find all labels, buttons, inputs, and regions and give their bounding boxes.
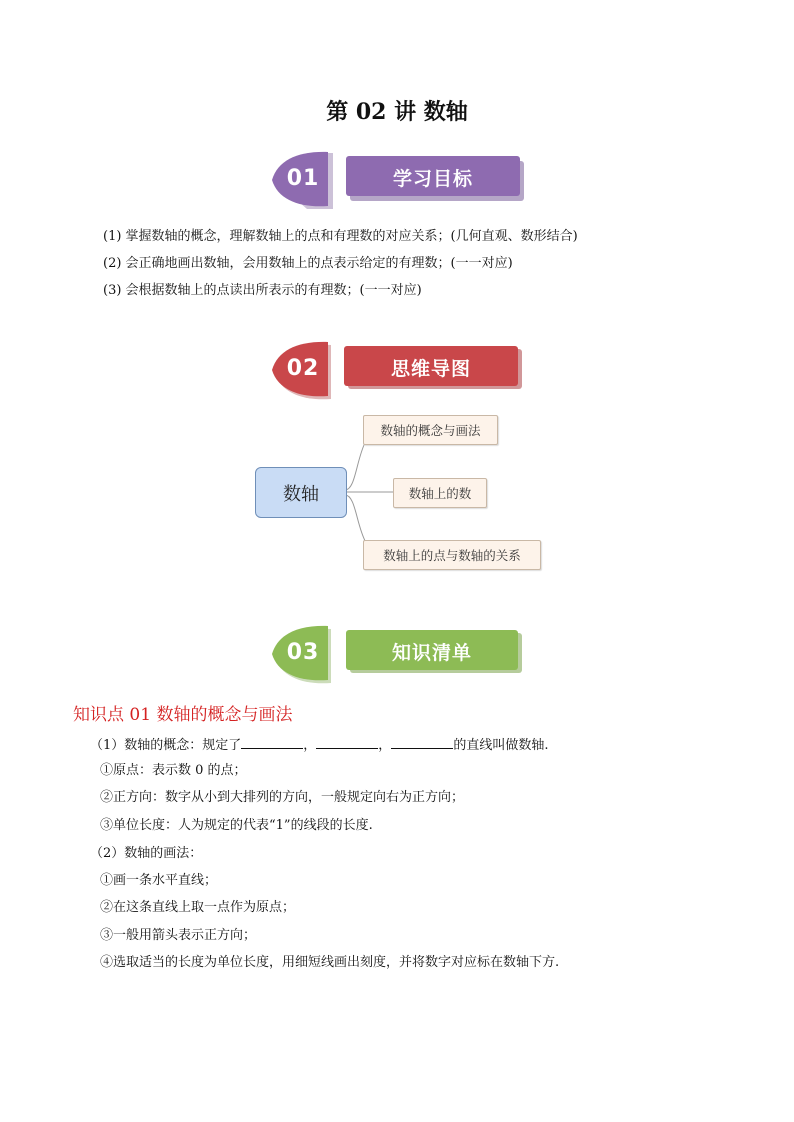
section-badge-02 xyxy=(270,338,530,400)
concept-sep-1: ， xyxy=(303,738,317,753)
drawing-title: （2）数轴的画法： xyxy=(90,846,203,861)
concept-suffix: 的直线叫做数轴. xyxy=(453,738,549,753)
section-badge-01 xyxy=(270,148,530,210)
mindmap-branch-concept: 数轴的概念与画法 xyxy=(363,415,498,445)
page-title: 第 02 讲 数轴 xyxy=(326,99,468,125)
concept-sep-2: ， xyxy=(378,738,392,753)
concept-item-origin: ①原点：表示数 0 的点； xyxy=(100,763,247,778)
blank-2[interactable] xyxy=(316,734,378,749)
blank-3[interactable] xyxy=(391,734,453,749)
badge-01-number: 01 xyxy=(286,166,320,191)
badge-02-label: 思维导图 xyxy=(390,358,471,380)
drawing-item-4: ④选取适当的长度为单位长度，用细短线画出刻度，并将数字对应标在数轴下方. xyxy=(100,955,560,970)
mindmap-center-node: 数轴 xyxy=(255,467,347,518)
objective-3: (3) 会根据数轴上的点读出所表示的有理数；(一一对应) xyxy=(103,283,422,298)
drawing-item-3: ③一般用箭头表示正方向； xyxy=(100,928,257,943)
concept-definition xyxy=(90,734,548,755)
section-badge-03 xyxy=(270,622,530,684)
mindmap-branch-numbers: 数轴上的数 xyxy=(393,478,487,508)
blank-1[interactable] xyxy=(241,734,303,749)
knowledge-point-heading: 知识点 01 数轴的概念与画法 xyxy=(73,705,293,725)
drawing-item-2: ②在这条直线上取一点作为原点； xyxy=(100,900,296,915)
badge-02-number: 02 xyxy=(286,356,320,381)
drawing-item-1: ①画一条水平直线； xyxy=(100,873,218,888)
concept-prefix: （1）数轴的概念：规定了 xyxy=(90,738,242,753)
concept-item-unit: ③单位长度：人为规定的代表“1”的线段的长度. xyxy=(100,818,373,833)
badge-03-number: 03 xyxy=(286,640,320,665)
objective-2: (2) 会正确地画出数轴，会用数轴上的点表示给定的有理数；(一一对应) xyxy=(103,256,513,271)
badge-01-label: 学习目标 xyxy=(392,168,473,190)
badge-03-label: 知识清单 xyxy=(391,642,472,664)
mindmap-branch-relation: 数轴上的点与数轴的关系 xyxy=(363,540,541,570)
concept-item-direction: ②正方向：数字从小到大排列的方向，一般规定向右为正方向； xyxy=(100,790,465,805)
objective-1: (1) 掌握数轴的概念，理解数轴上的点和有理数的对应关系；(几何直观、数形结合) xyxy=(103,229,578,244)
